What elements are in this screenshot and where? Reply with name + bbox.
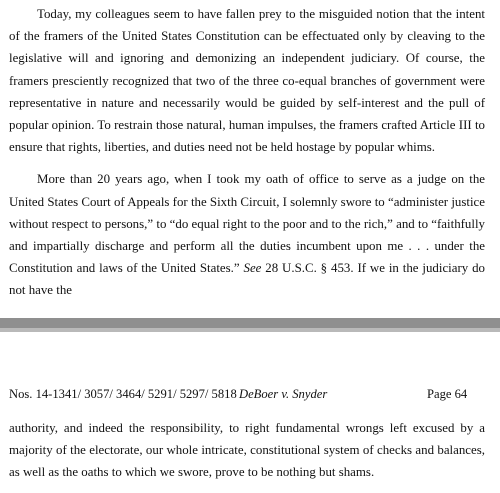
page-number: Page 64 bbox=[427, 387, 468, 401]
paragraph-continuation: authority, and indeed the responsibility, to right fundamental wrongs left excused by a majority of the electorate, our whole intricate, constitutional system of checks and balances, as well as the oaths to which we swore, prove to be nothing but shams. bbox=[9, 421, 485, 480]
citation-signal-see: See bbox=[243, 261, 262, 276]
oath-text: More than 20 years ago, when I took my oath of office to serve as a judge on the United States Court of Appeals for the Sixth Circuit, I solemnly swore to “administer justice without respect to persons,” to “do equal right to the poor and to the rich,” and to “faithfully and impartially discharge and perform all the duties incumbent upon me . . . under the Constitution and laws of the United States.” bbox=[9, 172, 485, 276]
docket-numbers: Nos. 14-1341/ 3057/ 3464/ 5291/ 5297/ 5818 bbox=[9, 387, 237, 401]
paragraph-framers: Today, my colleagues seem to have fallen prey to the misguided notion that the intent of the framers of the United States Constitution can be effectuated only by cleaving to the legislative will and ignoring and demonizing an independent judiciary. Of course, the framers presciently recognized that two of the three co-equal branches of government were representative in nature and necessarily would be guided by self-interest and the pull of popular opinion. To restrain those natural, human impulses, the framers crafted Article III to ensure that rights, liberties, and duties need not be held hostage by popular whims. bbox=[9, 7, 485, 155]
page-break-shadow bbox=[0, 328, 500, 332]
opinion-text-upper bbox=[9, 3, 485, 302]
case-name: DeBoer v. Snyder bbox=[239, 387, 328, 401]
opinion-text-lower bbox=[9, 417, 485, 484]
paragraph-oath bbox=[9, 168, 485, 301]
statute-citation: 28 U.S.C. § 453. If we in the judiciary do not have the bbox=[9, 261, 485, 298]
running-header bbox=[9, 384, 483, 404]
page-break-divider bbox=[0, 318, 500, 332]
